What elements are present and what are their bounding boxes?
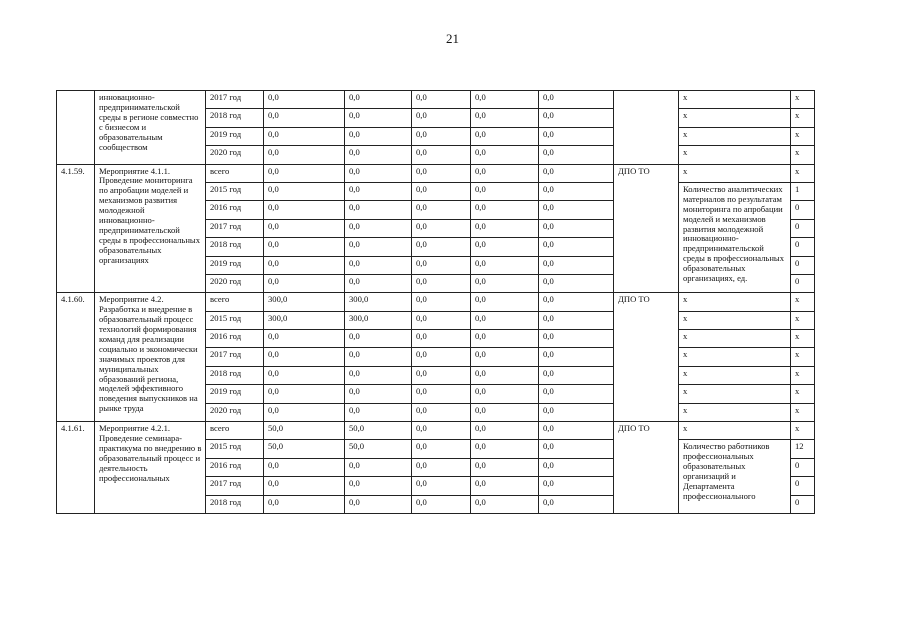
indicator-value: х: [791, 366, 815, 384]
amount-cell: 0,0: [539, 311, 614, 329]
amount-cell: 0,0: [471, 201, 539, 219]
amount-cell: 0,0: [471, 330, 539, 348]
amount-cell: 0,0: [345, 91, 412, 109]
amount-cell: 0,0: [471, 348, 539, 366]
amount-cell: 0,0: [345, 403, 412, 421]
amount-cell: 0,0: [471, 440, 539, 458]
amount-cell: 0,0: [539, 219, 614, 237]
table-row: [57, 422, 815, 440]
amount-cell: 0,0: [471, 311, 539, 329]
amount-cell: 0,0: [539, 422, 614, 440]
table-row: [57, 91, 815, 109]
indicator-value: 0: [791, 495, 815, 513]
amount-cell: 0,0: [264, 495, 345, 513]
indicator-value: х: [791, 293, 815, 311]
amount-cell: 0,0: [471, 495, 539, 513]
amount-cell: 0,0: [412, 495, 471, 513]
amount-cell: 0,0: [539, 164, 614, 182]
amount-cell: 0,0: [264, 458, 345, 476]
amount-cell: 0,0: [471, 182, 539, 200]
amount-cell: 0,0: [345, 182, 412, 200]
amount-cell: 0,0: [471, 403, 539, 421]
amount-cell: 0,0: [539, 127, 614, 145]
indicator-value: х: [791, 330, 815, 348]
amount-cell: 0,0: [345, 164, 412, 182]
amount-cell: 0,0: [264, 330, 345, 348]
amount-cell: 0,0: [539, 330, 614, 348]
indicator-value: 0: [791, 458, 815, 476]
amount-cell: 0,0: [539, 256, 614, 274]
amount-cell: 300,0: [264, 311, 345, 329]
amount-cell: 0,0: [539, 495, 614, 513]
amount-cell: 0,0: [471, 164, 539, 182]
amount-cell: 0,0: [412, 238, 471, 256]
indicator-value: х: [791, 91, 815, 109]
year-label: 2016 год: [206, 458, 264, 476]
year-label: 2017 год: [206, 91, 264, 109]
year-label: 2016 год: [206, 330, 264, 348]
amount-cell: 0,0: [345, 146, 412, 164]
year-label: 2015 год: [206, 182, 264, 200]
indicator-cell: х: [679, 91, 791, 109]
amount-cell: 0,0: [412, 274, 471, 292]
amount-cell: 0,0: [539, 477, 614, 495]
indicator-cell: х: [679, 385, 791, 403]
indicator-cell: х: [679, 109, 791, 127]
executor: ДПО ТО: [614, 164, 679, 293]
amount-cell: 0,0: [345, 495, 412, 513]
amount-cell: 0,0: [412, 366, 471, 384]
amount-cell: 0,0: [345, 109, 412, 127]
indicator-value: 0: [791, 256, 815, 274]
amount-cell: 0,0: [539, 293, 614, 311]
amount-cell: 0,0: [471, 477, 539, 495]
indicator-value: х: [791, 164, 815, 182]
amount-cell: 0,0: [412, 311, 471, 329]
year-label: 2019 год: [206, 385, 264, 403]
measure-name: Мероприятие 4.2.1. Проведение семинара-практикума по внедрению в образовательный процесс и деятельность профессиональных: [95, 422, 206, 514]
executor: ДПО ТО: [614, 293, 679, 422]
measure-name: инновационно-предпринимательской среды в регионе совместно с бизнесом и образовательным сообществом: [95, 91, 206, 165]
amount-cell: 0,0: [412, 348, 471, 366]
year-label: 2019 год: [206, 256, 264, 274]
year-label: всего: [206, 164, 264, 182]
indicator-value: х: [791, 311, 815, 329]
amount-cell: 0,0: [412, 477, 471, 495]
executor: ДПО ТО: [614, 422, 679, 514]
amount-cell: 0,0: [264, 164, 345, 182]
amount-cell: 0,0: [264, 366, 345, 384]
indicator-value: х: [791, 109, 815, 127]
amount-cell: 0,0: [264, 182, 345, 200]
amount-cell: 0,0: [539, 91, 614, 109]
indicator-value: х: [791, 403, 815, 421]
indicator-cell: х: [679, 366, 791, 384]
year-label: 2018 год: [206, 366, 264, 384]
indicator-name: Количество аналитических материалов по результатам мониторинга по апробации моделей и механизмов развития молодежной инновационно-предпринимательской среды в профессиональных образовательных организациях, ед.: [679, 182, 791, 292]
indicator-value: 0: [791, 477, 815, 495]
indicator-cell: х: [679, 164, 791, 182]
amount-cell: 50,0: [345, 440, 412, 458]
amount-cell: 0,0: [412, 91, 471, 109]
amount-cell: 0,0: [264, 91, 345, 109]
amount-cell: 0,0: [412, 293, 471, 311]
amount-cell: 0,0: [412, 127, 471, 145]
year-label: 2015 год: [206, 440, 264, 458]
table-row: [57, 164, 815, 182]
indicator-cell: х: [679, 403, 791, 421]
amount-cell: 0,0: [264, 256, 345, 274]
amount-cell: 0,0: [345, 348, 412, 366]
amount-cell: 0,0: [539, 366, 614, 384]
amount-cell: 50,0: [345, 422, 412, 440]
year-label: 2020 год: [206, 146, 264, 164]
measure-name: Мероприятие 4.2. Разработка и внедрение в образовательный процесс технологий формирования команд для реализации социально и экономически значимых проектов для муниципальных образований региона, моделей эффективного поведения выпускников на рынке труда: [95, 293, 206, 422]
amount-cell: 0,0: [264, 477, 345, 495]
budget-table: [56, 90, 815, 514]
amount-cell: 300,0: [264, 293, 345, 311]
measure-name: Мероприятие 4.1.1. Проведение мониторинга по апробации моделей и механизмов развития молодежной инновационно-предпринимательской среды в профессиональных образовательных организациях: [95, 164, 206, 293]
indicator-value: х: [791, 385, 815, 403]
amount-cell: 0,0: [539, 146, 614, 164]
amount-cell: 50,0: [264, 440, 345, 458]
indicator-cell: х: [679, 293, 791, 311]
indicator-value: х: [791, 348, 815, 366]
amount-cell: 0,0: [539, 403, 614, 421]
indicator-value: 0: [791, 201, 815, 219]
amount-cell: 0,0: [412, 182, 471, 200]
amount-cell: 0,0: [264, 403, 345, 421]
amount-cell: 0,0: [539, 238, 614, 256]
amount-cell: 0,0: [345, 477, 412, 495]
amount-cell: 0,0: [345, 458, 412, 476]
amount-cell: 0,0: [539, 201, 614, 219]
amount-cell: 0,0: [345, 201, 412, 219]
amount-cell: 0,0: [539, 109, 614, 127]
amount-cell: 0,0: [412, 385, 471, 403]
indicator-cell: х: [679, 348, 791, 366]
measure-code: 4.1.61.: [57, 422, 95, 514]
indicator-value: 1: [791, 182, 815, 200]
amount-cell: 0,0: [412, 146, 471, 164]
amount-cell: 0,0: [345, 385, 412, 403]
amount-cell: 0,0: [471, 458, 539, 476]
year-label: 2020 год: [206, 274, 264, 292]
amount-cell: 0,0: [412, 256, 471, 274]
indicator-value: 0: [791, 274, 815, 292]
amount-cell: 0,0: [345, 274, 412, 292]
page-number: 21: [446, 31, 459, 46]
year-label: 2016 год: [206, 201, 264, 219]
amount-cell: 0,0: [264, 385, 345, 403]
amount-cell: 0,0: [471, 385, 539, 403]
indicator-value: х: [791, 127, 815, 145]
year-label: 2018 год: [206, 109, 264, 127]
year-label: 2017 год: [206, 348, 264, 366]
amount-cell: 300,0: [345, 293, 412, 311]
amount-cell: 300,0: [345, 311, 412, 329]
amount-cell: 0,0: [264, 238, 345, 256]
amount-cell: 0,0: [539, 182, 614, 200]
amount-cell: 0,0: [412, 422, 471, 440]
indicator-value: 12: [791, 440, 815, 458]
year-label: 2017 год: [206, 219, 264, 237]
amount-cell: 0,0: [539, 458, 614, 476]
amount-cell: 0,0: [412, 164, 471, 182]
year-label: всего: [206, 293, 264, 311]
amount-cell: 0,0: [412, 330, 471, 348]
amount-cell: 0,0: [345, 219, 412, 237]
measure-code: 4.1.60.: [57, 293, 95, 422]
amount-cell: 0,0: [539, 440, 614, 458]
amount-cell: 0,0: [471, 219, 539, 237]
amount-cell: 0,0: [264, 201, 345, 219]
amount-cell: 0,0: [471, 274, 539, 292]
amount-cell: 0,0: [264, 127, 345, 145]
indicator-cell: х: [679, 127, 791, 145]
amount-cell: 0,0: [345, 366, 412, 384]
amount-cell: 0,0: [471, 91, 539, 109]
amount-cell: 0,0: [412, 109, 471, 127]
amount-cell: 50,0: [264, 422, 345, 440]
executor: [614, 91, 679, 165]
amount-cell: 0,0: [539, 274, 614, 292]
amount-cell: 0,0: [471, 293, 539, 311]
indicator-value: 0: [791, 238, 815, 256]
indicator-cell: х: [679, 422, 791, 440]
amount-cell: 0,0: [471, 422, 539, 440]
amount-cell: 0,0: [539, 385, 614, 403]
amount-cell: 0,0: [345, 238, 412, 256]
amount-cell: 0,0: [264, 219, 345, 237]
year-label: 2015 год: [206, 311, 264, 329]
indicator-value: х: [791, 146, 815, 164]
amount-cell: 0,0: [471, 238, 539, 256]
indicator-cell: х: [679, 330, 791, 348]
measure-code: 4.1.59.: [57, 164, 95, 293]
indicator-cell: х: [679, 311, 791, 329]
year-label: 2019 год: [206, 127, 264, 145]
amount-cell: 0,0: [264, 348, 345, 366]
table-row: [57, 293, 815, 311]
amount-cell: 0,0: [471, 127, 539, 145]
year-label: 2017 год: [206, 477, 264, 495]
amount-cell: 0,0: [345, 127, 412, 145]
indicator-value: х: [791, 422, 815, 440]
amount-cell: 0,0: [264, 146, 345, 164]
year-label: 2020 год: [206, 403, 264, 421]
amount-cell: 0,0: [412, 440, 471, 458]
measure-code: [57, 91, 95, 165]
amount-cell: 0,0: [345, 256, 412, 274]
indicator-name: Количество работников профессиональных образовательных организаций и Департамента профессионального: [679, 440, 791, 514]
amount-cell: 0,0: [412, 458, 471, 476]
amount-cell: 0,0: [471, 366, 539, 384]
year-label: 2018 год: [206, 495, 264, 513]
indicator-value: 0: [791, 219, 815, 237]
year-label: 2018 год: [206, 238, 264, 256]
amount-cell: 0,0: [412, 219, 471, 237]
amount-cell: 0,0: [471, 146, 539, 164]
amount-cell: 0,0: [345, 330, 412, 348]
amount-cell: 0,0: [471, 109, 539, 127]
amount-cell: 0,0: [264, 274, 345, 292]
amount-cell: 0,0: [412, 201, 471, 219]
year-label: всего: [206, 422, 264, 440]
amount-cell: 0,0: [539, 348, 614, 366]
amount-cell: 0,0: [412, 403, 471, 421]
amount-cell: 0,0: [471, 256, 539, 274]
amount-cell: 0,0: [264, 109, 345, 127]
indicator-cell: х: [679, 146, 791, 164]
